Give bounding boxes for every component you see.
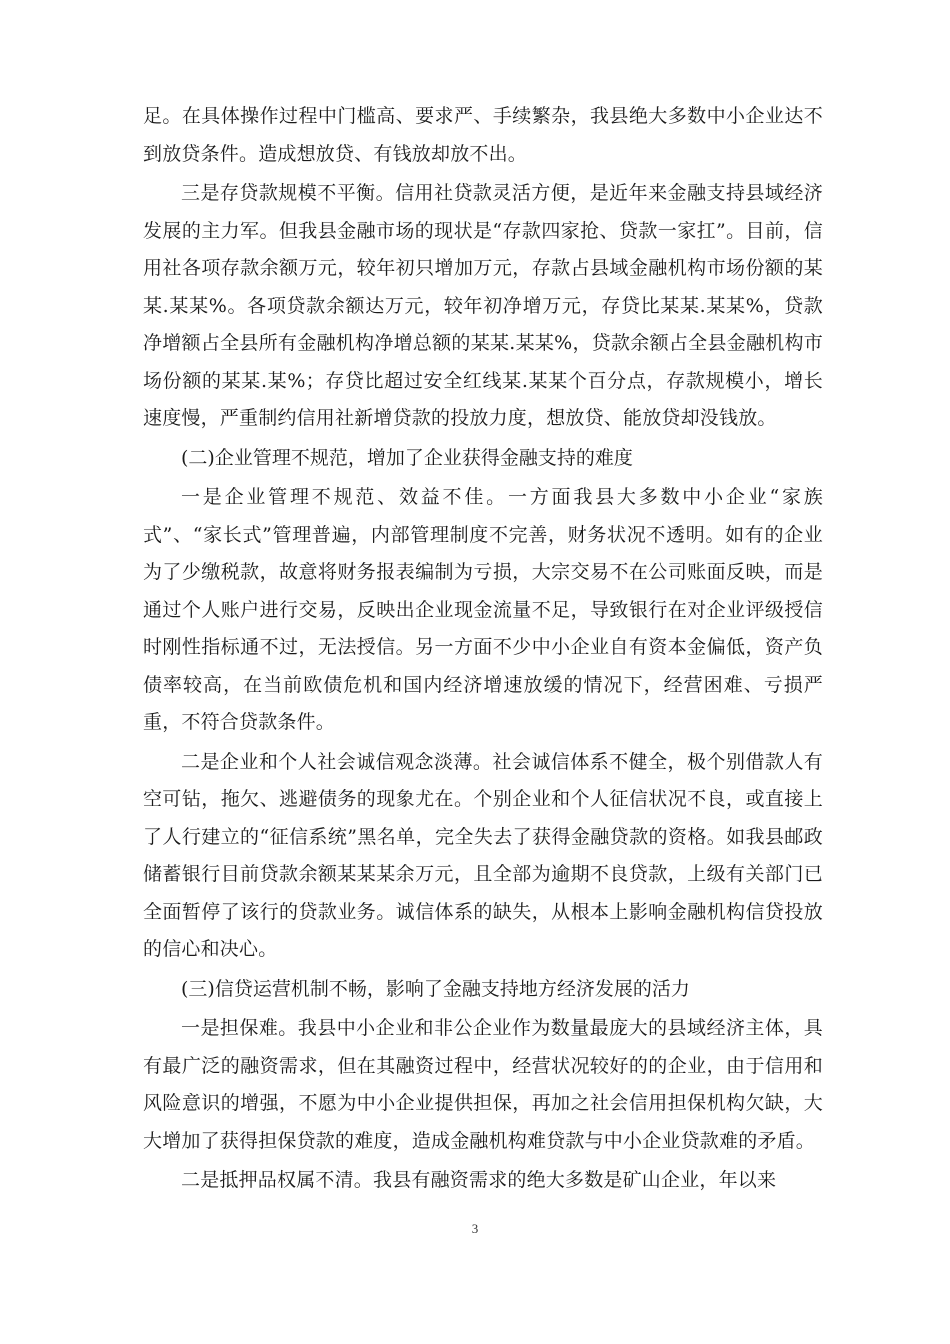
document-body xyxy=(143,98,823,1200)
paragraph: 一是企业管理不规范、效益不佳。一方面我县大多数中小企业“家族式”、“家长式”管理普遍，内部管理制度不完善，财务状况不透明。如有的企业为了少缴税款，故意将财务报表编制为亏损，大宗交易不在公司账面反映，而是通过个人账户进行交易，反映出企业现金流量不足，导致银行在对企业评级授信时刚性指标通不过，无法授信。另一方面不少中小企业自有资本金偏低，资产负债率较高，在当前欧债危机和国内经济增速放缓的情况下，经营困难、亏损严重，不符合贷款条件。 xyxy=(143,486,823,733)
page-number: 3 xyxy=(471,1221,479,1236)
paragraph: 足。在具体操作过程中门槛高、要求严、手续繁杂，我县绝大多数中小企业达不到放贷条件。造成想放贷、有钱放却放不出。 xyxy=(143,105,823,165)
paragraph: 三是存贷款规模不平衡。信用社贷款灵活方便，是近年来金融支持县域经济发展的主力军。但我县金融市场的现状是“存款四家抢、贷款一家扛”。目前，信用社各项存款余额万元，较年初只增加万元，存款占县域金融机构市场份额的某某.某某%。各项贷款余额达万元，较年初净增万元，存贷比某某.某某%，贷款净增额占全县所有金融机构净增总额的某某.某某%，贷款余额占全县金融机构市场份额的某某.某%；存贷比超过安全红线某.某某个百分点，存款规模小，增长速度慢，严重制约信用社新增贷款的投放力度，想放贷、能放贷却没钱放。 xyxy=(143,182,823,429)
paragraph: 二是企业和个人社会诚信观念淡薄。社会诚信体系不健全，极个别借款人有空可钻，拖欠、逃避债务的现象尤在。个别企业和个人征信状况不良，或直接上了人行建立的“征信系统”黑名单，完全失去了获得金融贷款的资格。如我县邮政储蓄银行目前贷款余额某某某余万元，且全部为逾期不良贷款，上级有关部门已全面暂停了该行的贷款业务。诚信体系的缺失，从根本上影响金融机构信贷投放的信心和决心。 xyxy=(143,750,823,960)
section-heading: (二)企业管理不规范，增加了企业获得金融支持的难度 xyxy=(181,446,633,469)
paragraph: 二是抵押品权属不清。我县有融资需求的绝大多数是矿山企业，年以来 xyxy=(181,1169,777,1191)
paragraph: 一是担保难。我县中小企业和非公企业作为数量最庞大的县域经济主体，具有最广泛的融资需求，但在其融资过程中，经营状况较好的的企业，由于信用和风险意识的增强，不愿为中小企业提供担保，再加之社会信用担保机构欠缺，大大增加了获得担保贷款的难度，造成金融机构难贷款与中小企业贷款难的矛盾。 xyxy=(143,1017,823,1152)
section-heading: (三)信贷运营机制不畅，影响了金融支持地方经济发展的活力 xyxy=(181,977,690,1000)
